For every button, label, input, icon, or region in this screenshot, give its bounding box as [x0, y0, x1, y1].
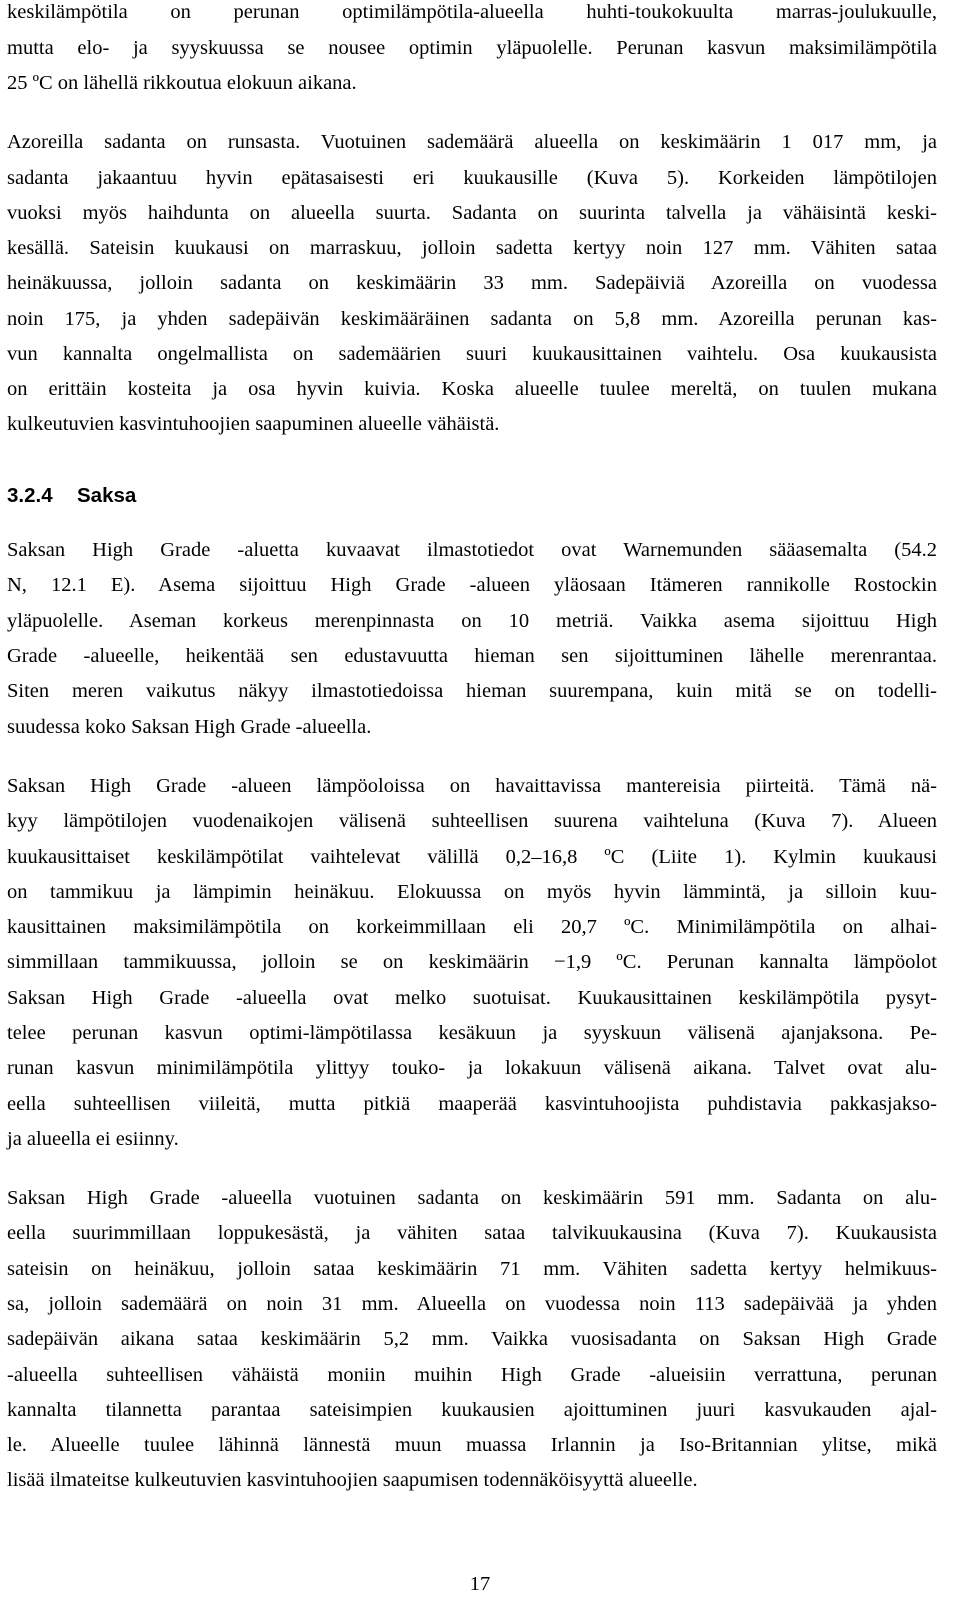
text-line: ja alueella ei esiinny. — [7, 1128, 179, 1150]
text-line: on tammikuu ja lämpimin heinäkuu. Elokuussa on myös hyvin lämmintä, ja silloin kuu- — [7, 881, 937, 903]
text-line: Grade -alueelle, heikentää sen edustavuutta hieman sen sijoittuminen lähelle merenrantaa. — [7, 645, 937, 667]
text-line: -alueella suhteellisen vähäistä moniin muihin High Grade -alueisiin verrattuna, perunan — [7, 1364, 937, 1386]
text-line: Saksan High Grade -alueen lämpöoloissa on havaittavissa mantereisia piirteitä. Tämä nä- — [7, 775, 937, 797]
text-line: suudessa koko Saksan High Grade -alueella. — [7, 716, 372, 738]
text-line: heinäkuussa, jolloin sadanta on keskimäärin 33 mm. Sadepäiviä Azoreilla on vuodessa — [7, 272, 937, 294]
text-line: Saksan High Grade -aluetta kuvaavat ilmastotiedot ovat Warnemunden sääasemalta (54.2 — [7, 539, 937, 561]
text-line: on erittäin kosteita ja osa hyvin kuivia. Koska alueelle tuulee mereltä, on tuulen mukana — [7, 378, 937, 400]
text-line: simmillaan tammikuussa, jolloin se on keskimäärin −1,9 ºC. Perunan kannalta lämpöolot — [7, 951, 937, 973]
text-line: Saksan High Grade -alueella ovat melko suotuisat. Kuukausittainen keskilämpötila pysyt- — [7, 987, 937, 1009]
text-line: noin 175, ja yhden sadepäivän keskimääräinen sadanta on 5,8 mm. Azoreilla perunan kas- — [7, 308, 937, 330]
text-line: sateisin on heinäkuu, jolloin sataa keskimäärin 71 mm. Vähiten sadetta kertyy helmikuus- — [7, 1258, 937, 1280]
section-number: 3.2.4 — [7, 484, 53, 507]
text-line: sadepäivän aikana sataa keskimäärin 5,2 mm. Vaikka vuosisadanta on Saksan High Grade — [7, 1328, 937, 1350]
text-line: kulkeutuvien kasvintuhoojien saapuminen alueelle vähäistä. — [7, 413, 500, 435]
text-line: Azoreilla sadanta on runsasta. Vuotuinen sademäärä alueella on keskimäärin 1 017 mm, ja — [7, 131, 937, 153]
text-line: kannalta tilannetta parantaa sateisimpien kuukausien ajoittuminen juuri kasvukauden ajal- — [7, 1399, 937, 1421]
text-line: vuoksi myös haihdunta on alueella suurta. Sadanta on suurinta talvella ja vähäisintä keski- — [7, 202, 937, 224]
text-line: sadanta jakaantuu hyvin epätasaisesti eri kuukausille (Kuva 5). Korkeiden lämpötilojen — [7, 167, 937, 189]
text-line: vun kannalta ongelmallista on sademäärien suuri kuukausittainen vaihtelu. Osa kuukausista — [7, 343, 937, 365]
section-title: Saksa — [77, 484, 137, 507]
text-line: kausittainen maksimilämpötila on korkeimmillaan eli 20,7 ºC. Minimilämpötila on alhai- — [7, 916, 937, 938]
text-line: yläpuolelle. Aseman korkeus merenpinnasta on 10 metriä. Vaikka asema sijoittuu High — [7, 610, 937, 632]
section-heading — [7, 484, 136, 508]
text-line: mutta elo- ja syyskuussa se nousee optimin yläpuolelle. Perunan kasvun maksimilämpötila — [7, 37, 937, 59]
text-line: kuukausittaiset keskilämpötilat vaihtelevat välillä 0,2–16,8 ºC (Liite 1). Kylmin kuukausi — [7, 846, 937, 868]
text-line: sa, jolloin sademäärä on noin 31 mm. Alueella on vuodessa noin 113 sadepäivää ja yhden — [7, 1293, 937, 1315]
text-line: Saksan High Grade -alueella vuotuinen sadanta on keskimäärin 591 mm. Sadanta on alu- — [7, 1187, 937, 1209]
text-line: 25 ºC on lähellä rikkoutua elokuun aikana. — [7, 72, 357, 94]
text-line: Siten meren vaikutus näkyy ilmastotiedoissa hieman suurempana, kuin mitä se on todelli- — [7, 680, 937, 702]
text-line: telee perunan kasvun optimi-lämpötilassa kesäkuun ja syyskuun välisenä ajanjaksona. Pe- — [7, 1022, 937, 1044]
text-line: N, 12.1 E). Asema sijoittuu High Grade -alueen yläosaan Itämeren rannikolle Rostockin — [7, 574, 937, 596]
text-line: keskilämpötila on perunan optimilämpötila-alueella huhti-toukokuulta marras-joulukuulle, — [7, 1, 937, 23]
text-line: kyy lämpötilojen vuodenaikojen välisenä suhteellisen suurena vaihteluna (Kuva 7). Alueen — [7, 810, 937, 832]
text-line: runan kasvun minimilämpötila ylittyy touko- ja lokakuun välisenä aikana. Talvet ovat alu- — [7, 1057, 937, 1079]
page-number: 17 — [469, 1573, 491, 1595]
text-line: eella suhteellisen viileitä, mutta pitkiä maaperää kasvintuhoojista puhdistavia pakkasjakso- — [7, 1093, 937, 1115]
text-line: lisää ilmateitse kulkeutuvien kasvintuhoojien saapumisen todennäköisyyttä alueelle. — [7, 1469, 698, 1491]
text-line: eella suurimmillaan loppukesästä, ja vähiten sataa talvikuukausina (Kuva 7). Kuukausista — [7, 1222, 937, 1244]
text-line: le. Alueelle tuulee lähinnä lännestä muun muassa Irlannin ja Iso-Britannian ylitse, mikä — [7, 1434, 937, 1456]
text-line: kesällä. Sateisin kuukausi on marraskuu, jolloin sadetta kertyy noin 127 mm. Vähiten sataa — [7, 237, 937, 259]
